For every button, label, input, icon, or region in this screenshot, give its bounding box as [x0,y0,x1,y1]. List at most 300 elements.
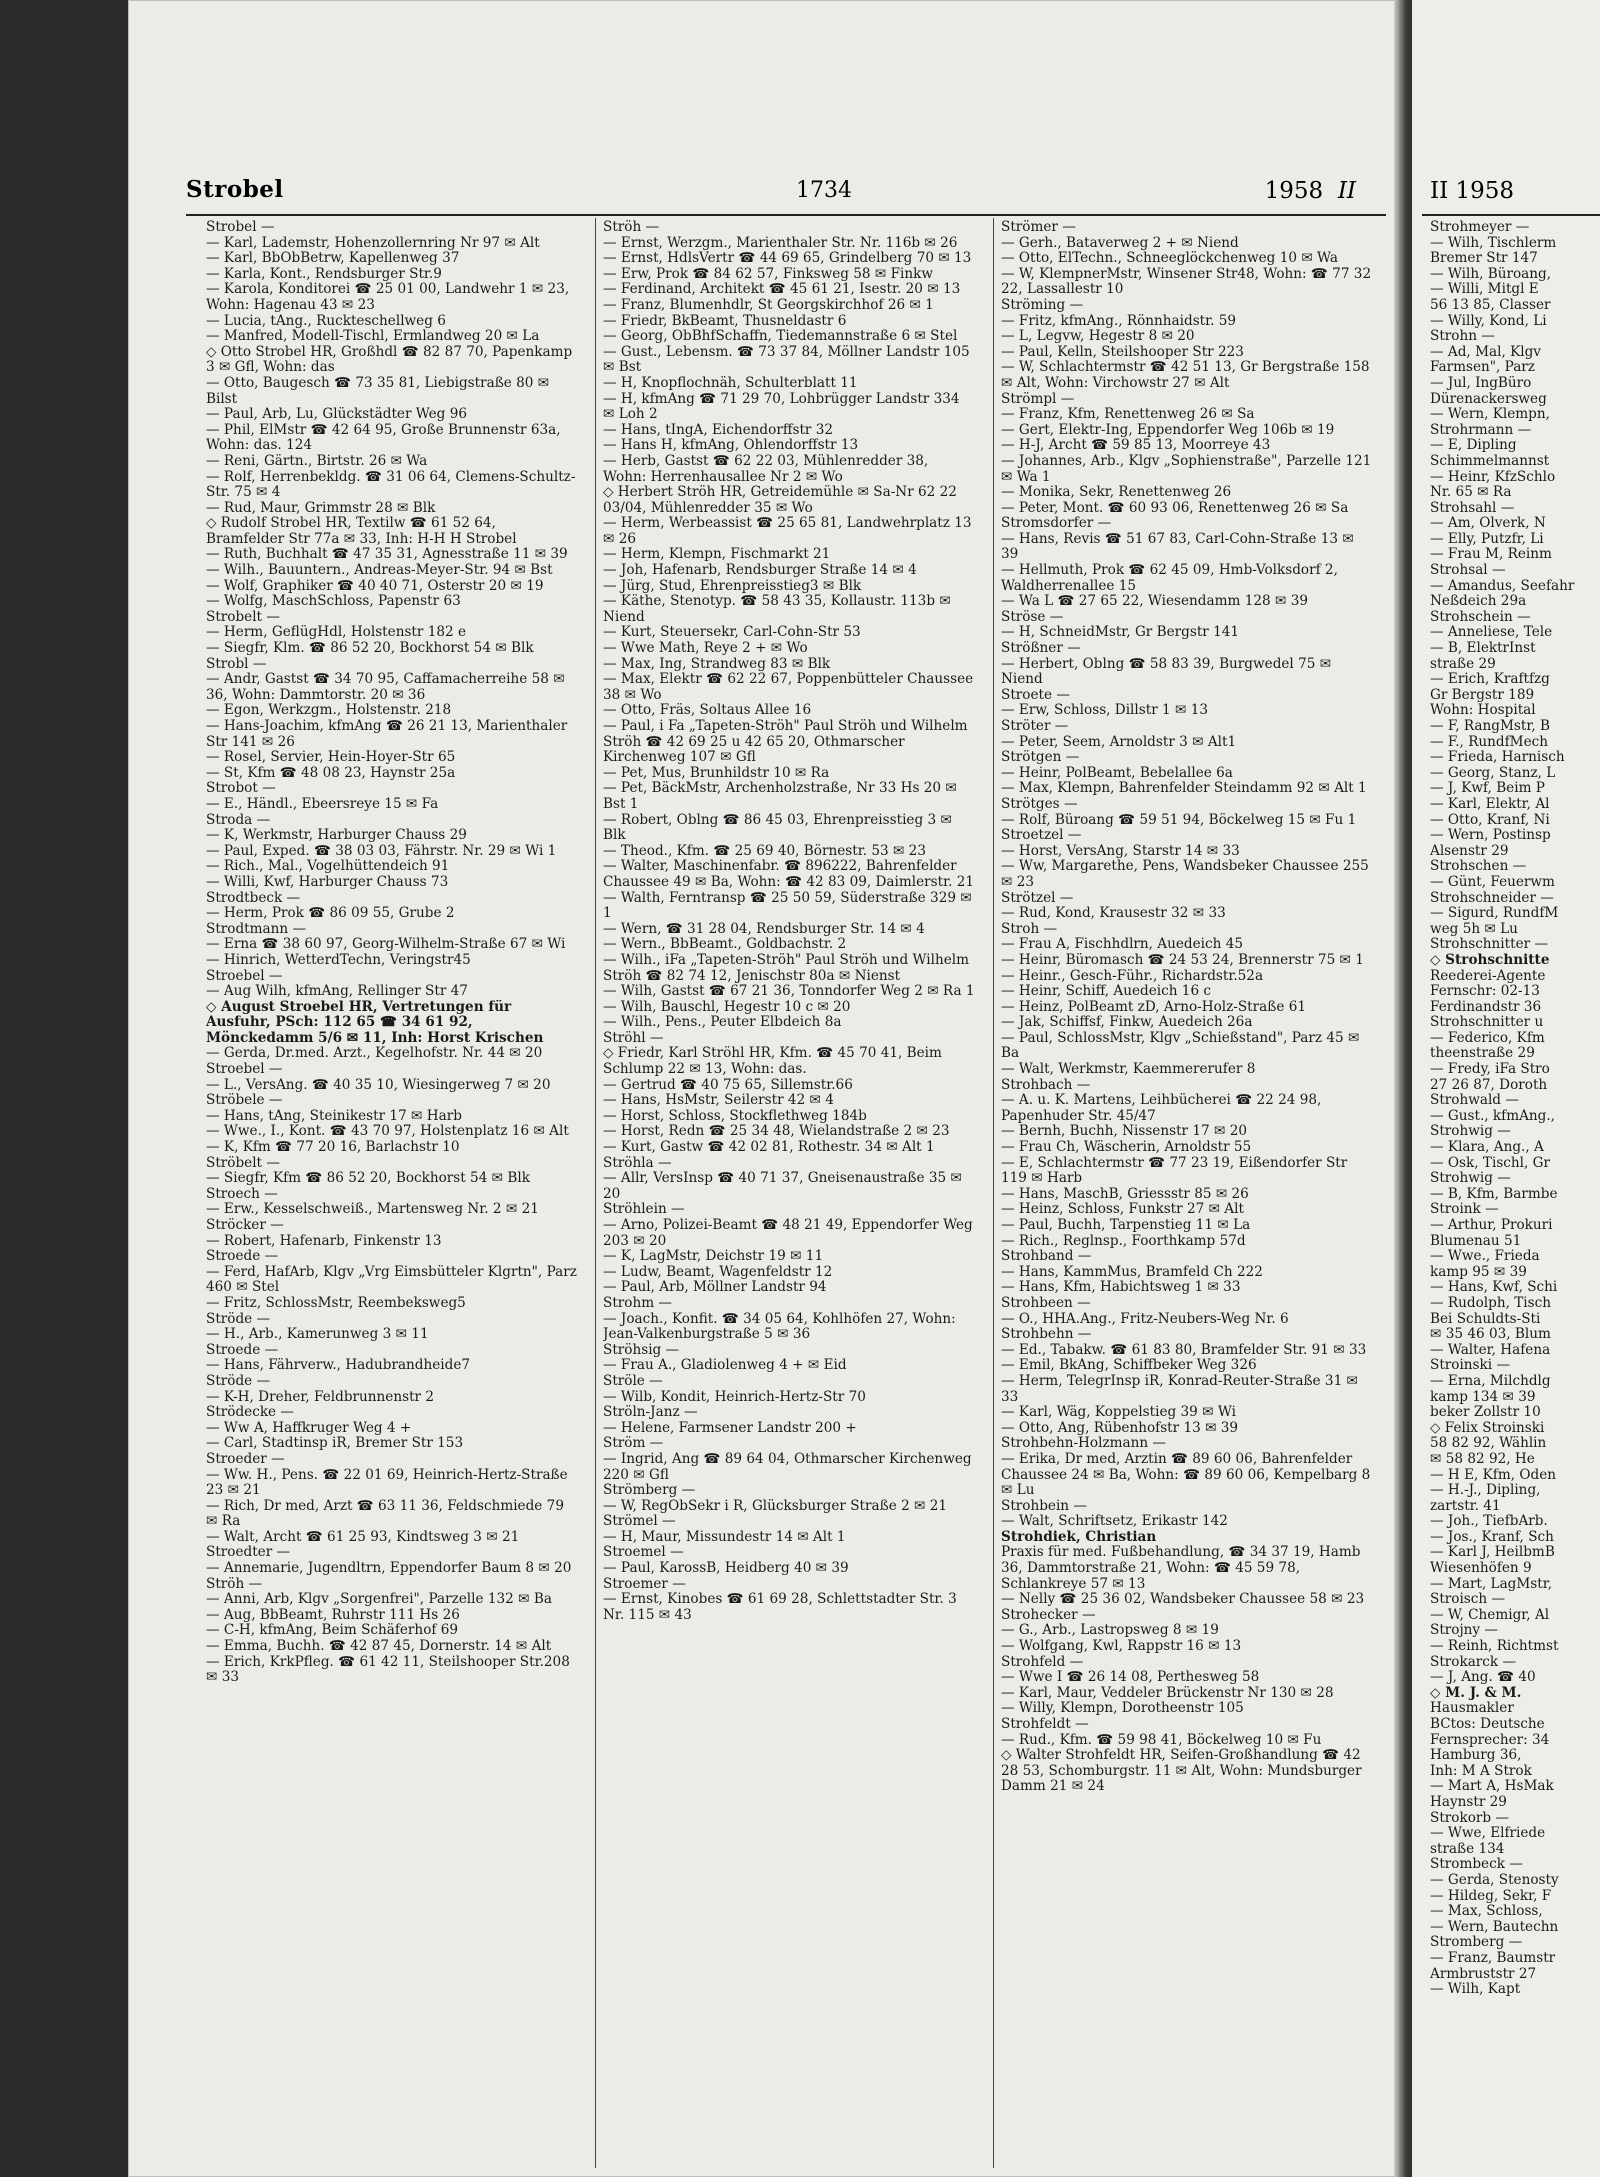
directory-entry: — Hellmuth, Prok ☎ 62 45 09, Hmb-Volksdorf 2, Waldherrenallee 15 [1001,563,1338,594]
directory-entry: — Herm, Prok ☎ 86 09 55, Grube 2 [206,906,455,922]
directory-entry: — K, LagMstr, Deichstr 19 ✉ 11 [603,1249,824,1265]
directory-entry: — Ed., Tabakw. ☎ 61 83 80, Bramfelder Str. 91 ✉ 33 [1001,1342,1367,1358]
directory-entry: Stroebel — [206,968,283,984]
directory-entry: weg 5h ✉ Lu [1430,921,1518,937]
directory-entry: — B, Kfm, Barmbe [1430,1186,1558,1202]
directory-entry: — Ernst, Kinobes ☎ 61 69 28, Schlettstadter Str. 3 Nr. 115 ✉ 43 [603,1592,957,1623]
directory-entry: — Paul, Arb, Möllner Landstr 94 [603,1280,827,1296]
directory-entry: — B, ElektrInst [1430,641,1536,657]
directory-entry: — F, RangMstr, B [1430,719,1550,734]
directory-entry: Stroinski — [1430,1358,1511,1374]
column-2 [603,220,975,2170]
directory-entry: — Johannes, Arb., Klgv „Sophienstraße", Parzelle 121 ✉ Wa 1 [1001,453,1372,485]
directory-entry: Strömel — [603,1514,676,1530]
directory-entry: — Willi, Mitgl E [1430,282,1539,298]
directory-entry: — Erika, Dr med, Ärztin ☎ 89 60 06, Bahrenfelder Chaussee 24 ✉ Ba, Wohn: ☎ 89 60 06, Kempelbarg 8 ✉ Lu [1001,1451,1371,1499]
directory-entry: — Erw., Kesselschweiß., Martensweg Nr. 2 ✉ 21 [206,1202,539,1218]
directory-entry: Strötgen — [1001,750,1080,766]
directory-entry: — Paul, Buchh, Tarpenstieg 11 ✉ La [1001,1218,1251,1233]
directory-entry: — Rolf, Büroang ☎ 59 51 94, Böckelweg 15 ✉ Fu 1 [1001,812,1357,828]
directory-entry: Strohbehn — [1001,1327,1092,1343]
directory-entry: Bei Schuldts-Sti [1430,1311,1541,1327]
directory-entry: — Wolfg, MaschSchloss, Papenstr 63 [206,594,461,610]
directory-entry: — Wern., BbBeamt., Goldbachstr. 2 [603,937,847,953]
directory-entry: — Ferd, HafArb, Klgv „Vrg Eimsbütteler Klgrtn", Parz 460 ✉ Stel [206,1264,577,1296]
directory-entry: Alsenstr 29 [1430,843,1509,859]
directory-entry: Bremer Str 147 [1430,251,1538,267]
directory-entry: — Phil, ElMstr ☎ 42 64 95, Große Brunnenstr 63a, Wohn: das. 124 [206,422,561,454]
directory-entry: Stroetzel — [1001,828,1082,844]
directory-entry: — Wwe., I., Kont. ☎ 43 70 97, Holstenplatz 16 ✉ Alt [206,1124,569,1140]
directory-entry: — Robert, Hafenarb, Finkenstr 13 [206,1233,442,1249]
directory-entry: — Arno, Polizei-Beamt ☎ 48 21 49, Eppendorfer Weg 203 ✉ 20 [603,1218,973,1249]
directory-entry: — Frau M, Reinm [1430,547,1552,563]
directory-entry: Dürenackersweg [1430,391,1547,407]
directory-entry: — Gerda, Dr.med. Ärzt., Kegelhofstr. Nr. 44 ✉ 20 [206,1046,543,1062]
directory-entry: — Heinr, Schiff, Auedeich 16 c [1001,984,1212,1000]
directory-entry: — Ludw, Beamt, Wagenfeldstr 12 [603,1264,833,1280]
directory-entry: ◇ M. J. & M. [1430,1685,1522,1701]
directory-entry: Strohschein — [1430,609,1531,625]
directory-entry: — Paul, Kelln, Steilshooper Str 223 [1001,344,1244,360]
directory-entry: Strödecke — [206,1405,295,1421]
directory-entry: — Max, Klempn, Bahrenfelder Steindamm 92 ✉ Alt 1 [1001,781,1367,797]
directory-entry: Strohbein — [1001,1498,1087,1514]
directory-entry: — Wolf, Graphiker ☎ 40 40 71, Osterstr 20 ✉ 19 [206,578,544,594]
directory-entry: Stromberg — [1430,1935,1523,1951]
directory-entry: Haynstr 29 [1430,1794,1507,1810]
directory-entry: — E., Händl., Ebeersreye 15 ✉ Fa [206,796,439,812]
directory-entry: — H E, Kfm, Oden [1430,1467,1557,1483]
directory-entry: Ström — [603,1436,664,1452]
directory-entry: — Walter, Hafena [1430,1342,1551,1358]
directory-entry: — Ww, Margarethe, Pens, Wandsbeker Chaussee 255 ✉ 23 [1001,859,1369,890]
directory-entry: — Gert, Elektr-Ing, Eppendorfer Weg 106b ✉ 19 [1001,422,1335,438]
next-page-edge [1412,0,1600,2177]
directory-entry: — Frieda, Harnisch [1430,750,1565,766]
directory-entry: — Manfred, Modell-Tischl, Ermlandweg 20 ✉ La [206,329,540,345]
directory-entry: Hausmakler [1430,1701,1514,1717]
directory-entry: zartstr. 41 [1430,1498,1501,1514]
page-header [186,168,1386,216]
directory-entry: ◇ Walter Strohfeldt HR, Seifen-Großhandlung ☎ 42 28 53, Schomburgstr. 11 ✉ Alt, Wohn: Mundsburger Damm 21 ✉ 24 [1001,1748,1362,1795]
directory-entry: — Erw, Prok ☎ 84 62 57, Finksweg 58 ✉ Finkw [603,266,934,282]
directory-entry: ✉ 35 46 03, Blum [1430,1327,1551,1343]
directory-entry: — Wilb, Kondit, Heinrich-Hertz-Str 70 [603,1389,866,1405]
directory-entry: — Hans, MaschB, Griessstr 85 ✉ 26 [1001,1186,1249,1202]
directory-entry: ◇ Otto Strobel HR, Großhdl ☎ 82 87 70, Papenkamp 3 ✉ Gfl, Wohn: das [206,344,573,376]
directory-entry: Strobl — [206,656,267,672]
directory-entry: — Helene, Farmsener Landstr 200 + [603,1420,857,1436]
directory-entry: — Ernst, HdlsVertr ☎ 44 69 65, Grindelberg 70 ✉ 13 [603,251,972,267]
directory-entry: ◇ Rudolf Strobel HR, Textilw ☎ 61 52 64, Bramfelder Str 77a ✉ 33, Inh: H-H H Strobel [206,516,517,547]
directory-entry: — Wwe I ☎ 26 14 08, Perthesweg 58 [1001,1670,1260,1686]
directory-entry: Strohbach — [1001,1077,1091,1093]
directory-entry: Strohwig — [1430,1124,1511,1140]
directory-entry: — Hans, HsMstr, Seilerstr 42 ✉ 4 [603,1093,834,1109]
directory-entry: 56 13 85, Classer [1430,297,1551,313]
directory-entry: — Horst, VersAng, Starstr 14 ✉ 33 [1001,843,1240,859]
directory-entry: — Friedr, BkBeamt, Thusneldastr 6 [603,313,847,329]
directory-entry: — E, Schlachtermstr ☎ 77 23 19, Eißendorfer Str 119 ✉ Harb [1001,1155,1348,1187]
directory-entry: — Kurt, Gastw ☎ 42 02 81, Rothestr. 34 ✉ Alt 1 [603,1140,935,1156]
directory-entry: Strojny — [1430,1623,1499,1639]
directory-entry: — Hildeg, Sekr, F [1430,1888,1552,1904]
directory-entry: — Willi, Kwf, Harburger Chauss 73 [206,874,449,890]
directory-entry: — Ad, Mal, Klgv [1430,344,1541,360]
directory-entry: — Otto, Baugesch ☎ 73 35 81, Liebigstraße 80 ✉ Bilst [206,375,550,407]
directory-entry: — G., Arb., Lastropsweg 8 ✉ 19 [1001,1623,1219,1639]
directory-entry: Fernschr: 02-13 [1430,984,1540,1000]
directory-entry: Strohsahl — [1430,500,1515,516]
directory-entry: Strohwig — [1430,1171,1511,1187]
directory-entry: — Horst, Schloss, Stockflethweg 184b [603,1108,867,1124]
directory-entry: Strohschnitter — [1430,937,1549,953]
directory-entry: Strohschen — [1430,859,1527,875]
directory-entry: — J, Kwf, Beim P [1430,781,1545,797]
directory-entry: Strötges — [1001,796,1078,812]
directory-entry: — Rudolph, Tisch [1430,1295,1551,1311]
directory-entry: — Siegfr, Kfm ☎ 86 52 20, Bockhorst 54 ✉ Blk [206,1171,530,1187]
directory-entry: Stroda — [206,812,271,828]
directory-entry: — Walt, Archt ☎ 61 25 93, Kindtsweg 3 ✉ 21 [206,1529,520,1545]
directory-entry: Wiesenhöfen 9 [1430,1561,1532,1577]
directory-entry: — Paul, KarossB, Heidberg 40 ✉ 39 [603,1561,849,1577]
directory-entry: Strohfeld — [1001,1654,1084,1670]
header-year: 1958 [1264,178,1324,204]
directory-entry: — Karl, BbObBetrw, Kapellenweg 37 [206,251,460,267]
directory-entry: — Lucia, tAng., Ruckteschellweg 6 [206,313,446,329]
directory-entry: — Heinr, Büromasch ☎ 24 53 24, Brennerstr 75 ✉ 1 [1001,952,1364,968]
directory-entry: Strötzel — [1001,890,1074,906]
directory-entry: — H, SchneidMstr, Gr Bergstr 141 [1001,625,1240,641]
directory-entry: — Franz, Kfm, Renettenweg 26 ✉ Sa [1001,407,1255,423]
next-page-column [1430,220,1600,2170]
directory-entry: — Willy, Klempn, Dorotheenstr 105 [1001,1701,1244,1717]
directory-entry: Nr. 65 ✉ Ra [1430,485,1512,501]
directory-entry: — Walt, Werkmstr, Kaemmererufer 8 [1001,1062,1256,1078]
directory-entry: — Paul, Exped. ☎ 38 03 03, Fährstr. Nr. 29 ✉ Wi 1 [206,843,557,859]
directory-entry: Ferdinandstr 36 [1430,999,1542,1015]
directory-entry: — Hans, Revis ☎ 51 67 83, Carl-Cohn-Straße 13 ✉ 39 [1001,531,1354,563]
directory-entry: — Max, Elektr ☎ 62 22 67, Poppenbütteler Chaussee 38 ✉ Wo [603,672,974,703]
directory-entry: Ströbele — [206,1093,283,1109]
directory-entry: — Klara, Ang., A [1430,1140,1544,1156]
directory-entry: — Bernh, Buchh, Nissenstr 17 ✉ 20 [1001,1124,1247,1140]
directory-entry: — Heinr, KfzSchlo [1430,469,1556,485]
header-year-volume [1265,178,1356,204]
directory-entry: — Mart, LagMstr, [1430,1576,1553,1592]
directory-entry: Strohmeyer — [1430,220,1530,235]
directory-entry: — Karola, Konditorei ☎ 25 01 00, Landwehr 1 ✉ 23, Wohn: Hagenau 43 ✉ 23 [206,282,570,313]
directory-entry: — W, Schlachtermstr ☎ 42 51 13, Gr Bergstraße 158 ✉ Alt, Wohn: Virchowstr 27 ✉ Alt [1001,360,1370,391]
directory-entry: — Hans, Fährverw., Hadubrandheide7 [206,1358,471,1374]
directory-entry: — Wilh, Gastst ☎ 67 21 36, Tonndorfer Weg 2 ✉ Ra 1 [603,984,975,1000]
directory-entry: — Joach., Konfit. ☎ 34 05 64, Kohlhöfen 27, Wohn: Jean-Valkenburgstraße 5 ✉ 36 [603,1311,956,1343]
directory-entry: Strokarck — [1430,1654,1517,1670]
directory-entry: Strohrmann — [1430,422,1532,438]
directory-entry: Schimmelmannst [1430,453,1550,469]
directory-entry: — Otto, ElTechn., Schneeglöckchenweg 10 ✉ Wa [1001,251,1338,267]
directory-entry: Ströbelt — [206,1155,280,1171]
directory-entry: Strohm — [603,1295,673,1311]
directory-entry: Stroech — [206,1186,278,1202]
directory-entry: — Elly, Putzfr, Li [1430,531,1544,547]
directory-entry: — Fritz, kfmAng., Rönnhaidstr. 59 [1001,313,1237,329]
directory-entry: — Hans H, kfmAng, Ohlendorffstr 13 [603,438,859,454]
directory-entry: Strömberg — [603,1483,696,1499]
directory-entry: — Rosel, Servier, Hein-Hoyer-Str 65 [206,750,456,766]
directory-entry: — W, RegObSekr i R, Glücksburger Straße 2 ✉ 21 [603,1498,948,1514]
directory-entry: — K, Kfm ☎ 77 20 16, Barlachstr 10 [206,1140,460,1156]
directory-entry: — Rich, Dr med, Arzt ☎ 63 11 36, Feldschmiede 79 ✉ Ra [206,1498,564,1530]
directory-entry: — Jul, IngBüro [1430,375,1532,391]
directory-entry: — Gertrud ☎ 40 75 65, Sillemstr.66 [603,1077,853,1093]
directory-entry: Strodtbeck — [206,890,301,906]
directory-entry: Reederei-Agente [1430,968,1546,984]
directory-entry: Strobel — [206,220,275,235]
directory-entry: — Heinr, PolBeamt, Bebelallee 6a [1001,765,1233,781]
directory-entry: — Herm, Werbeassist ☎ 25 65 81, Landwehrplatz 13 ✉ 26 [603,516,972,547]
directory-entry: Ströh — [603,220,660,235]
directory-entry: — Wilh., Bauuntern., Andreas-Meyer-Str. 94 ✉ Bst [206,563,553,579]
directory-entry: 27 26 87, Doroth [1430,1077,1548,1093]
directory-entry: Stroemel — [603,1545,684,1561]
directory-entry: Ströhla — [603,1155,672,1171]
directory-entry: — Pet, BäckMstr, Archenholzstraße, Nr 33 Hs 20 ✉ Bst 1 [603,781,957,812]
directory-entry: Strohwald — [1430,1093,1519,1109]
directory-entry: — Heinz, Schloss, Funkstr 27 ✉ Alt [1001,1202,1244,1218]
directory-entry: — Wwe., Frieda [1430,1249,1540,1265]
directory-entry: straße 134 [1430,1841,1505,1857]
directory-entry: — Anneliese, Tele [1430,625,1553,641]
directory-entry: Ströhl — [603,1030,664,1046]
directory-entry: — Nelly ☎ 25 36 02, Wandsbeker Chaussee 58 ✉ 23 [1001,1592,1365,1608]
directory-entry: — Walter, Maschinenfabr. ☎ 896222, Bahrenfelder Chaussee 49 ✉ Ba, Wohn: ☎ 42 83 09, Daimlerstr. 21 [603,859,975,890]
directory-entry: Praxis für med. Fußbehandlung, ☎ 34 37 19, Hamb 36, Dammtorstraße 21, Wohn: ☎ 45 59 78, Schlankreye 57 ✉ 13 [1001,1545,1361,1592]
directory-entry: — Theod., Kfm. ☎ 25 69 40, Börnestr. 53 ✉ 23 [603,843,926,859]
directory-entry: Strokorb — [1430,1810,1509,1826]
header-volume: II [1337,178,1356,204]
directory-entry: — H, Knopflochnäh, Schulterblatt 11 [603,375,858,391]
directory-entry: Strößner — [1001,641,1081,657]
directory-entry: — Horst, Redn ☎ 25 34 48, Wielandstraße 2 ✉ 23 [603,1124,950,1140]
directory-entry: ◇ Friedr, Karl Ströhl HR, Kfm. ☎ 45 70 41, Beim Schlump 22 ✉ 13, Wohn: das. [603,1046,942,1078]
directory-entry: — H-J, Archt ☎ 59 85 13, Moorreye 43 [1001,438,1271,454]
directory-entry: — Ernst, Werzgm., Marienthaler Str. Nr. 116b ✉ 26 [603,235,958,251]
directory-entry: Stroh — [1001,921,1058,937]
directory-entry: — Otto, Ang, Rübenhofstr 13 ✉ 39 [1001,1420,1239,1436]
directory-entry: — Gust., Lebensm. ☎ 73 37 84, Möllner Landstr 105 ✉ Bst [603,344,970,376]
directory-entry: Ströle — [603,1373,663,1389]
directory-entry: Strobelt — [206,609,280,625]
directory-entry: Wohn: Hospital [1430,703,1536,719]
directory-entry: — Rud., Kfm. ☎ 59 98 41, Böckelweg 10 ✉ Fu [1001,1732,1322,1748]
directory-entry: — J, Ang. ☎ 40 [1430,1670,1536,1686]
directory-entry: — Aug Wilh, kfmAng, Rellinger Str 47 [206,984,468,1000]
page-number: 1734 [796,178,852,203]
directory-entry: — Georg, Stanz, L [1430,765,1556,781]
directory-entry: Strömpl — [1001,391,1075,407]
directory-entry: — Kurt, Steuersekr, Carl-Cohn-Str 53 [603,625,861,641]
directory-entry: — Herb, Gastst ☎ 62 22 03, Mühlenredder 38, Wohn: Herrenhausallee Nr 2 ✉ Wo [603,453,929,485]
directory-page [128,0,1408,2177]
directory-entry: — Franz, Blumenhdlr, St Georgskirchhof 26 ✉ 1 [603,297,934,313]
directory-entry: — Max, Schloss, [1430,1904,1543,1920]
directory-entry: Ströh — [206,1576,263,1592]
directory-entry: — Hinrich, WetterdTechn, Veringstr45 [206,952,471,968]
directory-entry: — K-H, Dreher, Feldbrunnenstr 2 [206,1389,435,1405]
directory-entry: Strohdiek, Christian [1001,1529,1157,1545]
directory-entry: Ströcker — [206,1218,284,1233]
directory-entry: Armbruststr 27 [1430,1966,1537,1982]
directory-entry: Blumenau 51 [1430,1233,1522,1249]
directory-entry: — H, kfmAng ☎ 71 29 70, Lohbrügger Landstr 334 ✉ Loh 2 [603,391,960,423]
directory-entry: straße 29 [1430,656,1496,672]
directory-entry: — Karla, Kont., Rendsburger Str.9 [206,266,442,282]
directory-entry: — Ingrid, Ang ☎ 89 64 04, Othmarscher Kirchenweg 220 ✉ Gfl [603,1451,972,1483]
directory-entry: — Heinr., Gesch-Führ., Richardstr.52a [1001,968,1264,984]
directory-entry: ✉ 58 82 92, He [1430,1451,1535,1467]
directory-entry: Farmsen", Parz [1430,360,1535,376]
directory-entry: Ströhsig — [603,1342,680,1358]
directory-entry: — C-H, kfmAng, Beim Schäferhof 69 [206,1623,459,1639]
directory-entry: — Erna, Milchdlg [1430,1373,1551,1389]
directory-entry: — St, Kfm ☎ 48 08 23, Haynstr 25a [206,765,456,781]
directory-entry: ◇ August Stroebel HR, Vertretungen für Ausfuhr, PSch: 112 65 ☎ 34 61 92, Mönckedamm 5/6 ✉ 11, Inh: Horst Krischen [206,999,544,1046]
column-1 [206,220,578,2170]
directory-entry: — Reinh, Richtmst [1430,1639,1559,1655]
directory-entry: — H., Arb., Kamerunweg 3 ✉ 11 [206,1327,429,1343]
directory-entry: Stroedter — [206,1545,291,1561]
next-page-header: II 1958 [1430,178,1515,204]
directory-entry: — Erich, Kraftfzg [1430,672,1550,688]
column-divider-1 [595,218,596,2168]
directory-entry: 58 82 92, Wählin [1430,1436,1547,1452]
directory-entry: Gr Bergstr 189 [1430,687,1535,703]
directory-entry: — Otto, Fräs, Soltaus Allee 16 [603,703,812,719]
directory-entry: — Joh., TiefbArb. [1430,1514,1548,1530]
directory-entry: — Amandus, Seefahr [1430,578,1575,594]
directory-entry: — L., VersAng. ☎ 40 35 10, Wiesingerweg 7 ✉ 20 [206,1077,551,1093]
directory-entry: Strohfeldt — [1001,1717,1089,1732]
directory-entry: — Rud, Maur, Grimmstr 28 ✉ Blk [206,500,436,516]
directory-entry: — Fredy, iFa Stro [1430,1062,1550,1078]
directory-entry: — Allr, VersInsp ☎ 40 71 37, Gneisenaustraße 35 ✉ 20 [603,1171,962,1202]
directory-entry: — Rud, Kond, Krausestr 32 ✉ 33 [1001,906,1226,922]
directory-entry: — Gerh., Bataverweg 2 + ✉ Niend [1001,235,1239,251]
directory-entry: kamp 134 ✉ 39 [1430,1389,1536,1405]
directory-entry: Ströln-Janz — [603,1405,698,1421]
directory-entry: — H.-J., Dipling, [1430,1483,1541,1499]
directory-entry: — Fritz, SchlossMstr, Reembeksweg5 [206,1295,466,1311]
directory-entry: — O., HHA.Ang., Fritz-Neubers-Weg Nr. 6 [1001,1311,1289,1327]
directory-entry: — Franz, Baumstr [1430,1950,1556,1966]
directory-entry: Hamburg 36, [1430,1748,1522,1764]
directory-entry: — Frau A, Fischhdlrn, Auedeich 45 [1001,937,1244,953]
directory-entry: — Emma, Buchh. ☎ 42 87 45, Dornerstr. 14 ✉ Alt [206,1639,552,1655]
directory-entry: — Sigurd, RundfM [1430,906,1559,922]
directory-entry: — Käthe, Stenotyp. ☎ 58 43 35, Kollaustr. 113b ✉ Niend [603,594,951,625]
directory-entry: Ströse — [1001,609,1064,625]
directory-entry: Strohschnitter u [1430,1015,1544,1031]
column-divider-2 [993,218,994,2168]
directory-entry: — Wwe Math, Reye 2 + ✉ Wo [603,641,808,657]
header-rule [186,214,1386,216]
directory-entry: Stromsdorfer — [1001,516,1112,532]
directory-entry: — Ruth, Buchhalt ☎ 47 35 31, Agnesstraße 11 ✉ 39 [206,547,568,563]
directory-entry: — Jak, Schiffsf, Finkw, Auedeich 26a [1001,1015,1253,1031]
directory-entry: theenstraße 29 [1430,1046,1535,1062]
directory-entry: — Hans, tIngA, Eichendorffstr 32 [603,422,834,438]
directory-entry: — Hans, Kfm, Habichtsweg 1 ✉ 33 [1001,1280,1241,1296]
directory-entry: Strohband — [1001,1249,1092,1265]
directory-entry: — Ferdinand, Architekt ☎ 45 61 21, Isestr. 20 ✉ 13 [603,282,961,298]
directory-entry: — Arthur, Prokuri [1430,1218,1553,1233]
directory-entry: — Rich., Reglnsp., Foorthkamp 57d [1001,1233,1246,1249]
directory-entry: — Ww. H., Pens. ☎ 22 01 69, Heinrich-Hertz-Straße 23 ✉ 21 [206,1467,568,1499]
column-3 [1001,220,1373,2170]
directory-entry: — Otto, Kranf, Ni [1430,812,1550,828]
directory-entry: — Karl, Lademstr, Hohenzollernring Nr 97 ✉ Alt [206,235,540,251]
directory-entry: — H, Maur, Missundestr 14 ✉ Alt 1 [603,1529,846,1545]
directory-entry: — Gerda, Stenosty [1430,1872,1559,1888]
directory-entry: beker Zollstr 10 [1430,1405,1541,1421]
directory-entry: — Hans, tAng, Steinikestr 17 ✉ Harb [206,1108,462,1124]
directory-entry: Stroink — [1430,1202,1499,1218]
directory-entry: Ströter — [1001,719,1069,734]
directory-entry: Strohbehn-Holzmann — [1001,1436,1167,1452]
directory-entry: Ströde — [206,1311,271,1327]
directory-entry: Strodtmann — [206,921,307,937]
directory-entry: Stroede — [206,1249,279,1265]
directory-entry: Strombeck — [1430,1857,1523,1873]
directory-entry: — Anni, Arb, Klgv „Sorgenfrei", Parzelle 132 ✉ Ba [206,1592,552,1608]
directory-entry: — Wilh, Kapt [1430,1982,1521,1998]
directory-entry: — Jos., Kranf, Sch [1430,1529,1554,1545]
directory-entry: — Karl J, HeilbmB [1430,1545,1555,1561]
directory-entry: — Willy, Kond, Li [1430,313,1547,329]
directory-entry: — Hans, Kwf, Schi [1430,1280,1558,1296]
directory-entry: — Wern, Postinsp [1430,828,1551,844]
directory-entry: — Aug, BbBeamt, Ruhrstr 111 Hs 26 [206,1607,460,1623]
directory-entry: — Rolf, Herrenbekldg. ☎ 31 06 64, Clemens-Schultz-Str. 75 ✉ 4 [206,469,576,501]
directory-entry: — Herm, GeflügHdl, Holstenstr 182 e [206,625,467,641]
directory-entry: Strohsal — [1430,563,1506,579]
directory-entry: ◇ Felix Stroinski [1430,1420,1545,1436]
directory-entry: Ströming — [1001,297,1084,313]
directory-entry: — Peter, Mont. ☎ 60 93 06, Renettenweg 26 ✉ Sa [1001,500,1349,516]
directory-entry: — Andr, Gastst ☎ 34 70 95, Caffamacherreihe 58 ✉ 36, Wohn: Dammtorstr. 20 ✉ 36 [206,672,565,703]
directory-entry: Strobot — [206,781,276,797]
directory-entry: — Max, Ing, Strandweg 83 ✉ Blk [603,656,831,672]
directory-entry: — Herbert, Oblng ☎ 58 83 39, Burgwedel 75 ✉ Niend [1001,656,1332,688]
directory-entry: — E, Dipling [1430,438,1517,454]
directory-entry: Strömer — [1001,220,1076,235]
directory-entry: — Wern, Klempn, [1430,407,1550,423]
directory-entry: — Walt, Schriftsetz, Erikastr 142 [1001,1514,1228,1530]
directory-entry: ◇ Strohschnitte [1430,952,1550,968]
directory-entry: — Wern, ☎ 31 28 04, Rendsburger Str. 14 ✉ 4 [603,921,925,937]
directory-entry: — Wwe, Elfriede [1430,1826,1546,1842]
directory-entry: — W, KlempnerMstr, Winsener Str48, Wohn: ☎ 77 32 22, Lassallestr 10 [1001,266,1372,298]
directory-entry: Strohn — [1430,329,1495,345]
directory-entry: — K, Werkmstr, Harburger Chauss 29 [206,828,467,844]
directory-entry: — Wern, Bautechn [1430,1919,1559,1935]
directory-entry: — Wolfgang, Kwl, Rappstr 16 ✉ 13 [1001,1639,1242,1655]
header-name: Strobel [186,176,284,203]
directory-entry: Stroede — [206,1342,279,1358]
